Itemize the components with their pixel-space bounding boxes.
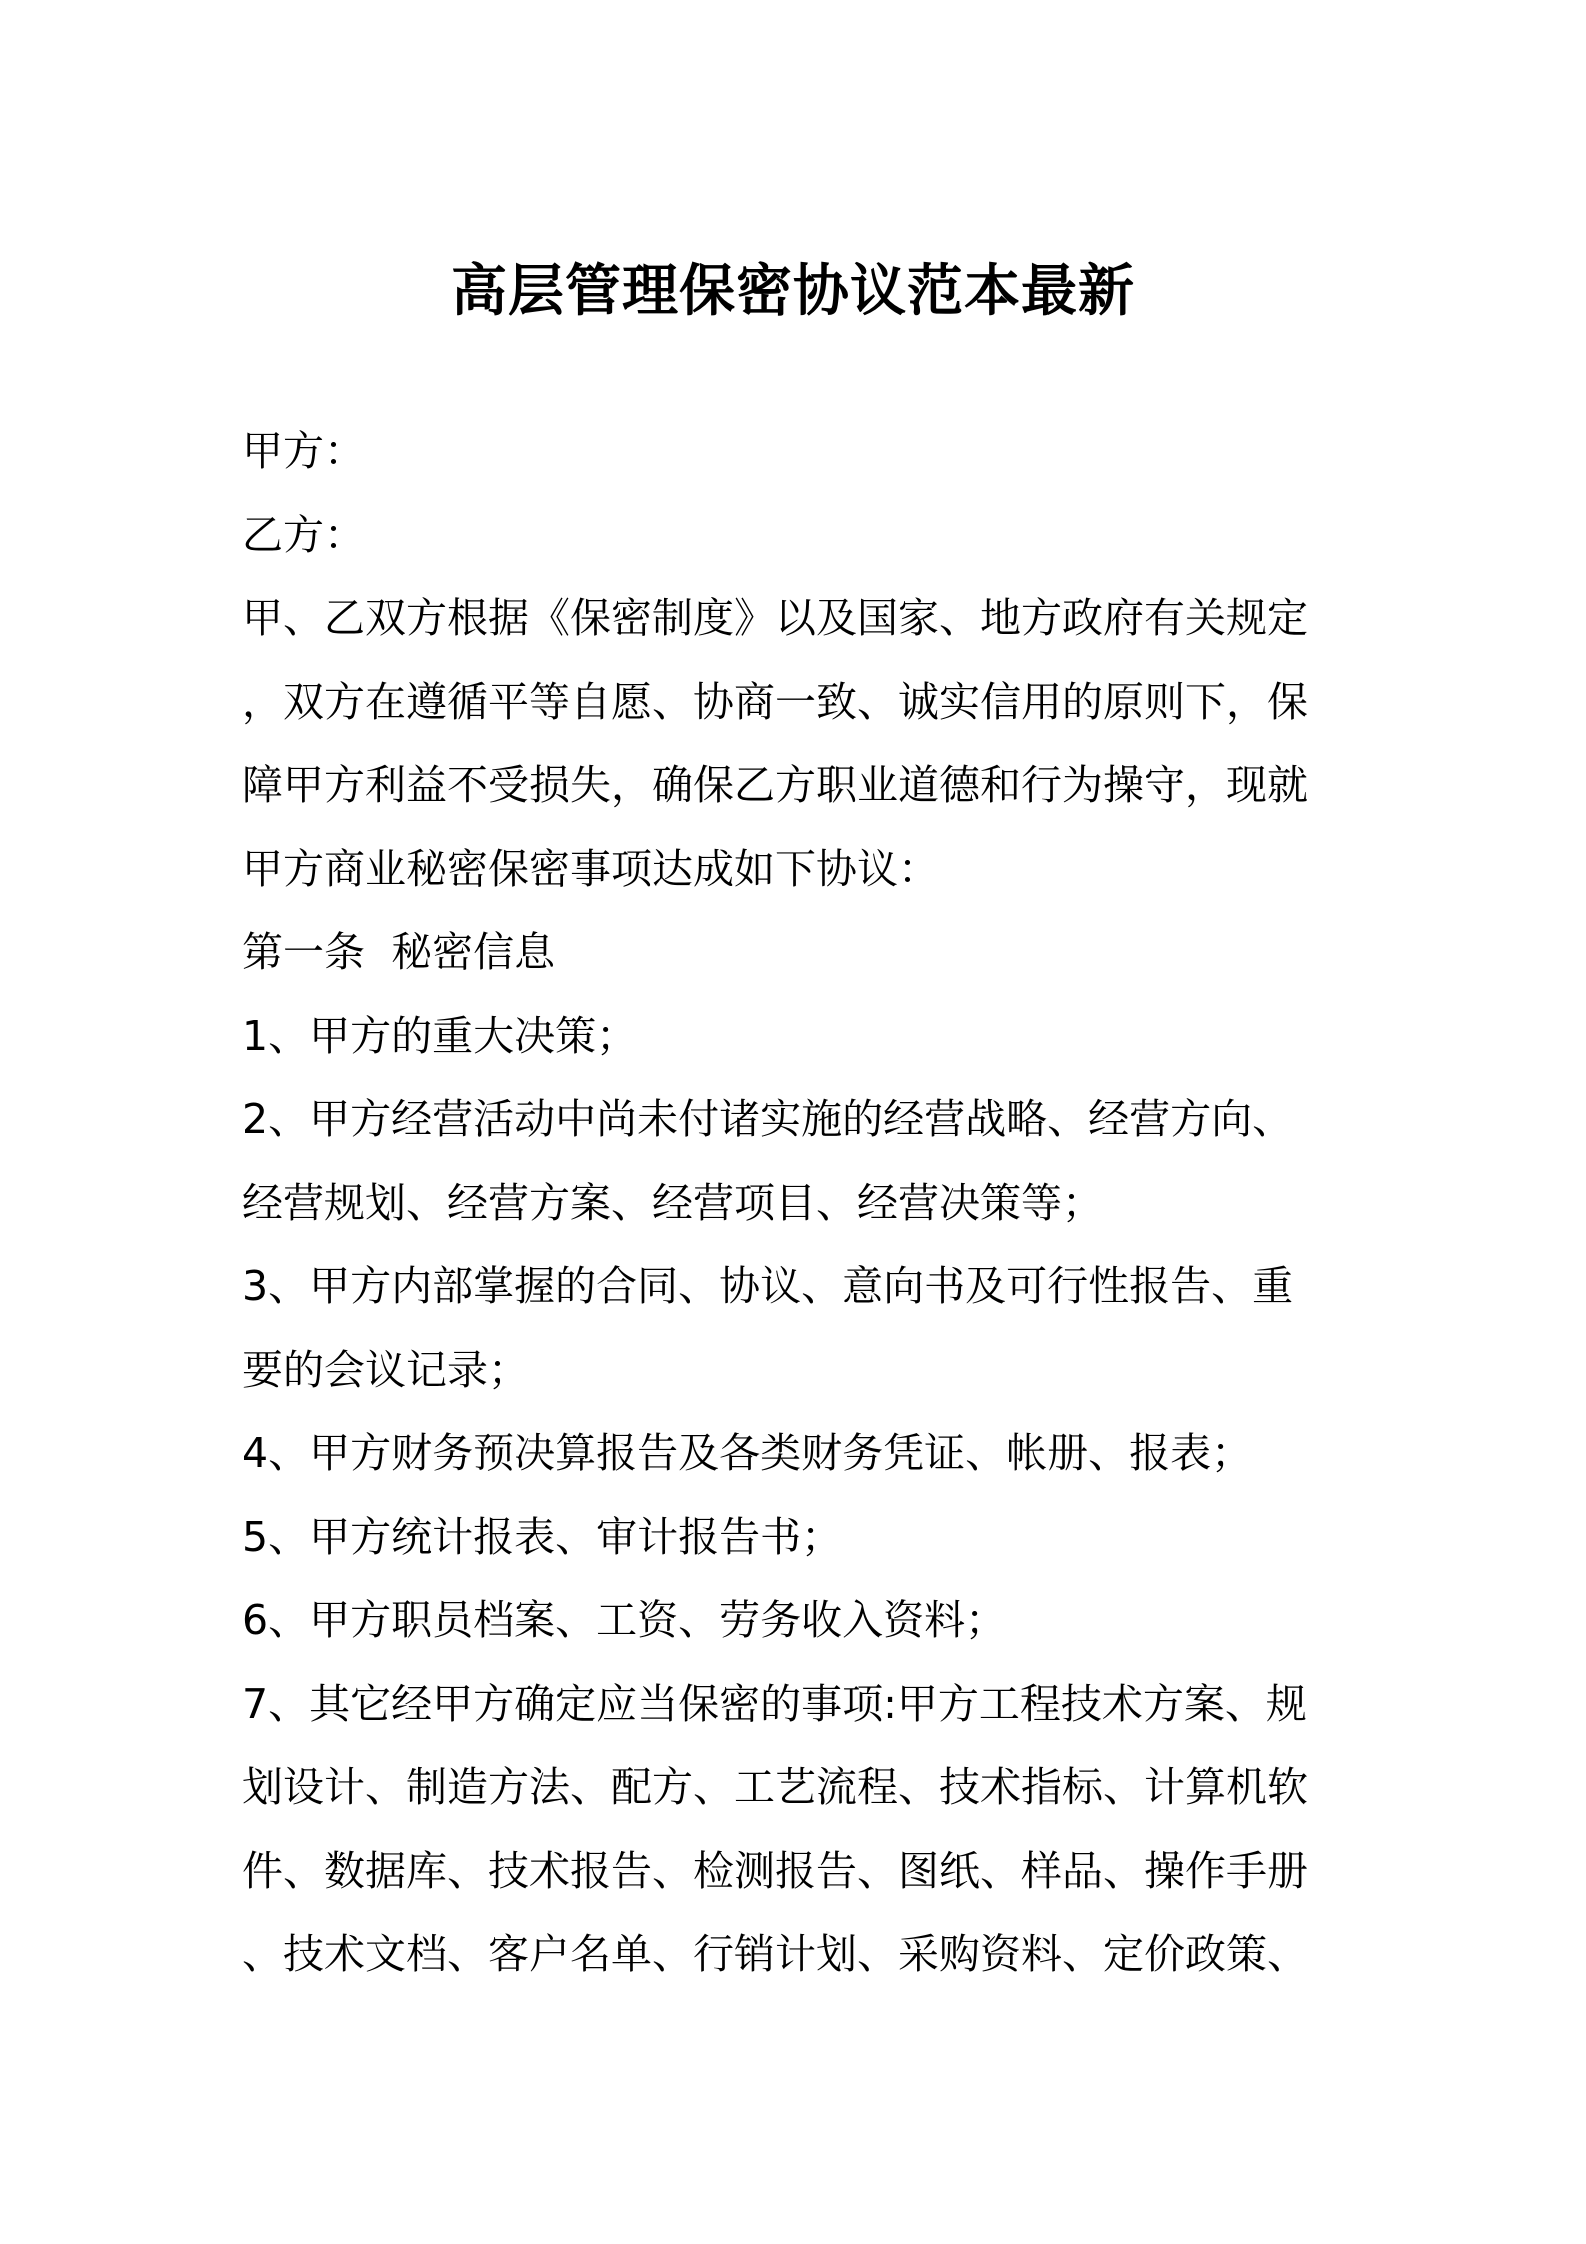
clause-7-line-3: 件、数据库、技术报告、检测报告、图纸、样品、操作手册: [242, 1846, 1308, 1895]
document-body: [242, 410, 1362, 1997]
clause-3-line-2: 要的会议记录；: [242, 1345, 529, 1394]
clause-4-line: 4、甲方财务预决算报告及各类财务凭证、帐册、报表；: [242, 1429, 1253, 1477]
clause-6-line: 6、甲方职员档案、工资、劳务收入资料；: [242, 1596, 1007, 1644]
party-a-line: 甲方：: [242, 427, 365, 475]
preamble-line-4: 甲方商业秘密保密事项达成如下协议：: [242, 844, 939, 893]
preamble-line-2: ，双方在遵循平等自愿、协商一致、诚实信用的原则下，保: [242, 677, 1308, 726]
clause-3-line-1: 3、甲方内部掌握的合同、协议、意向书及可行性报告、重: [242, 1262, 1294, 1310]
clause-7-line-1: 7、其它经甲方确定应当保密的事项:甲方工程技术方案、规: [242, 1679, 1307, 1728]
preamble-line-3: 障甲方利益不受损失，确保乙方职业道德和行为操守，现就: [242, 761, 1308, 809]
clause-7-line-2: 划设计、制造方法、配方、工艺流程、技术指标、计算机软: [242, 1763, 1308, 1811]
clause-5-line: 5、甲方统计报表、审计报告书；: [242, 1512, 843, 1561]
article-1-heading: 第一条 秘密信息: [242, 928, 556, 976]
clause-1-line: 1、甲方的重大决策；: [242, 1011, 638, 1060]
preamble-line-1: 甲、乙双方根据《保密制度》以及国家、地方政府有关规定: [242, 594, 1308, 642]
party-b-line: 乙方：: [242, 510, 365, 559]
document-title: 高层管理保密协议范本最新: [451, 259, 1135, 324]
clause-2-line-1: 2、甲方经营活动中尚未付诸实施的经营战略、经营方向、: [242, 1095, 1294, 1143]
clause-2-line-2: 经营规划、经营方案、经营项目、经营决策等；: [242, 1178, 1103, 1227]
clause-7-line-4: 、技术文档、客户名单、行销计划、采购资料、定价政策、: [242, 1930, 1308, 1978]
